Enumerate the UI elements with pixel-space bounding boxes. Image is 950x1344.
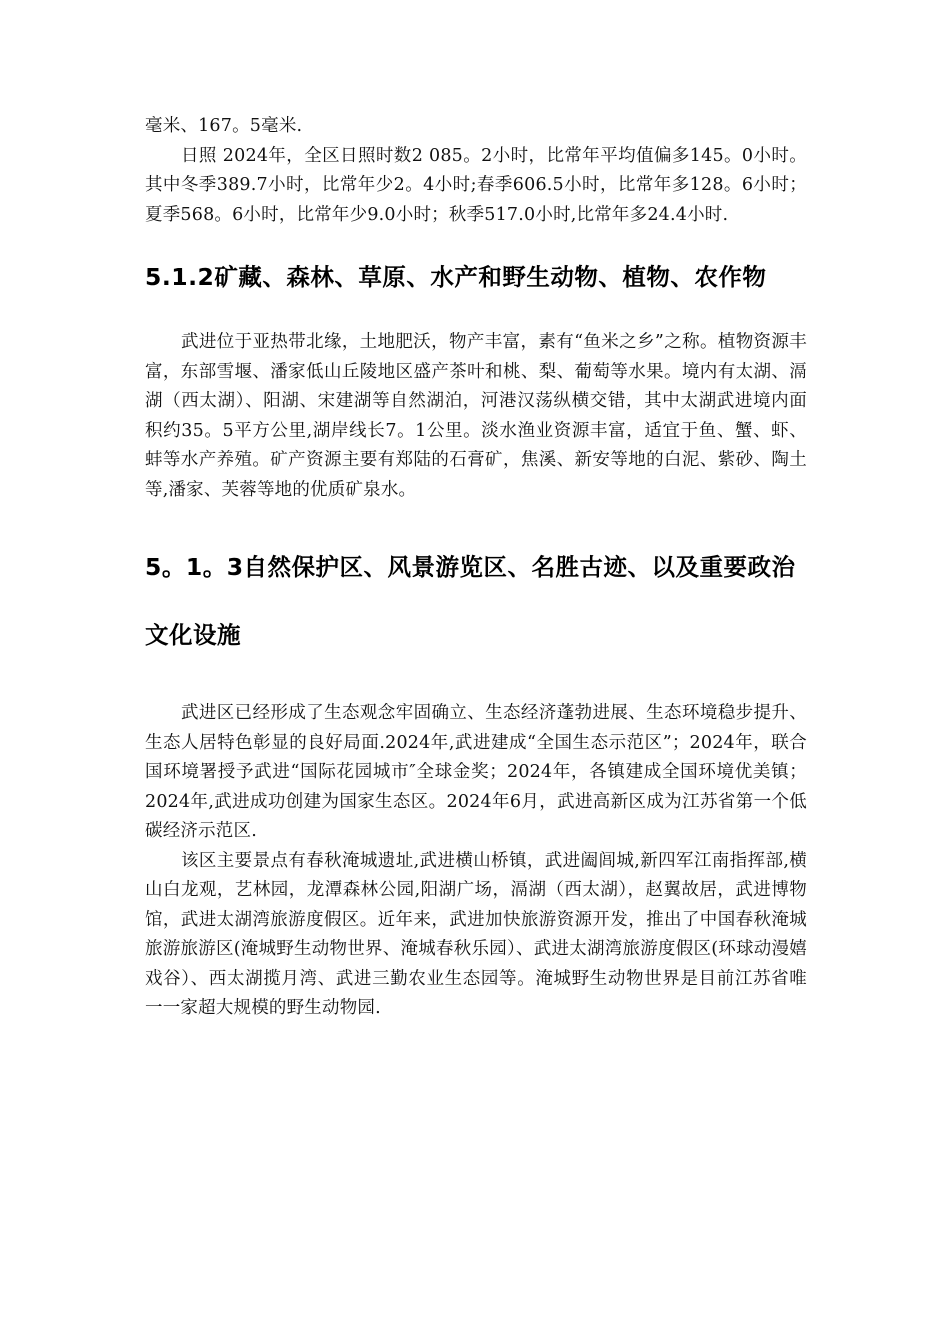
paragraph-rainfall-tail: 毫米、167。5毫米. <box>145 116 303 136</box>
section-heading-5-1-3: 5。1。3自然保护区、风景游览区、名胜古迹、以及重要政治文化设施 <box>145 553 796 649</box>
paragraph-scenic-spots: 该区主要景点有春秋淹城遗址,武进横山桥镇，武进阖闾城,新四军江南指挥部,横山白龙观，艺林园，龙潭森林公园,阳湖广场，滆湖（西太湖），赵翼故居，武进博物馆，武进太湖湾旅游度假区。近年来，武进加快旅游资源开发，推出了中国春秋淹城旅游旅游区(淹城野生动物世界、淹城春秋乐园）、武进太湖湾旅游度假区(环球动漫嬉戏谷）、西太湖揽月湾、武进三勤农业生态园等。淹城野生动物世界是目前江苏省唯一一家超大规模的野生动物园. <box>145 850 807 1018</box>
paragraph-resources: 武进位于亚热带北缘，土地肥沃，物产丰富，素有“鱼米之乡”之称。植物资源丰富，东部雪堰、潘家低山丘陵地区盛产茶叶和桃、梨、葡萄等水果。境内有太湖、滆湖（西太湖）、阳湖、宋建湖等自然湖泊，河港汉荡纵横交错，其中太湖武进境内面积约35。5平方公里,湖岸线长7。1公里。淡水渔业资源丰富，适宜于鱼、蟹、虾、蚌等水产养殖。矿产资源主要有郑陆的石膏矿，焦溪、新安等地的白泥、紫砂、陶土等,潘家、芙蓉等地的优质矿泉水。 <box>145 332 807 500</box>
document-page <box>145 112 807 1024</box>
paragraph-sunshine: 日照 2024年，全区日照时数2 085。2小时，比常年平均值偏多145。0小时。其中冬季389.7小时，比常年少2。4小时;春季606.5小时，比常年多128。6小时；夏季568。6小时，比常年少9.0小时；秋季517.0小时,比常年多24.4小时. <box>145 145 807 225</box>
paragraph-ecology: 武进区已经形成了生态观念牢固确立、生态经济蓬勃进展、生态环境稳步提升、生态人居特色彰显的良好局面.2024年,武进建成“全国生态示范区”；2024年，联合国环境署授予武进“国际花园城市″全球金奖；2024年，各镇建成全国环境优美镇；2024年,武进成功创建为国家生态区。2024年6月，武进高新区成为江苏省第一个低碳经济示范区. <box>145 703 807 841</box>
section-heading-5-1-2: 5.1.2矿藏、森林、草原、水产和野生动物、植物、农作物 <box>145 263 767 291</box>
